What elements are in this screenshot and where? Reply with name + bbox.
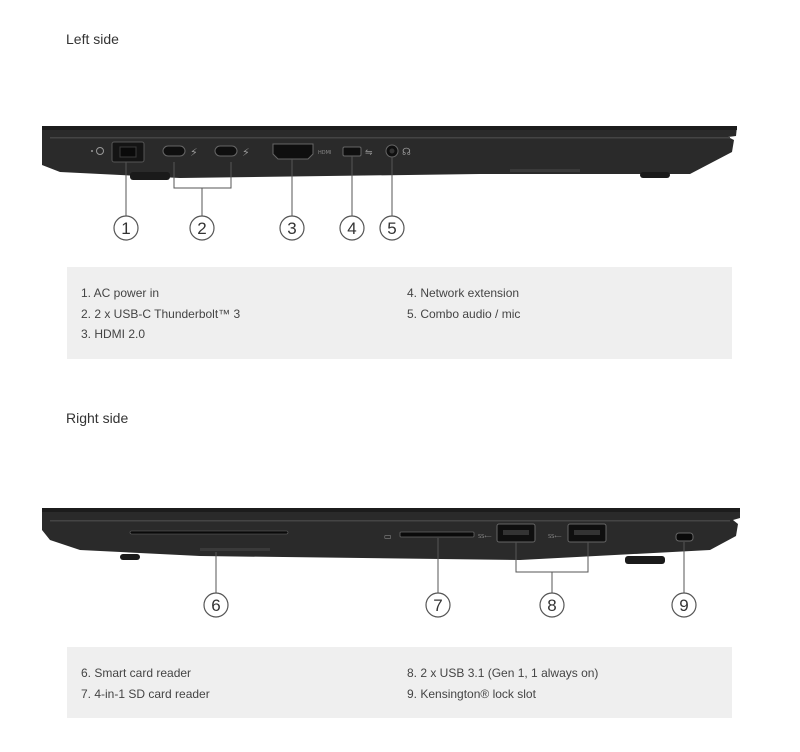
callout-5 xyxy=(380,216,404,240)
callout-4 xyxy=(340,216,364,240)
legend-column xyxy=(81,283,240,345)
legend-item: 4. Network extension xyxy=(407,286,520,300)
legend-column xyxy=(407,283,520,324)
legend-item: 6. Smart card reader xyxy=(81,666,192,680)
svg-text:2: 2 xyxy=(197,219,207,238)
svg-text:4: 4 xyxy=(347,219,357,238)
hdmi-port xyxy=(273,144,313,159)
svg-text:5: 5 xyxy=(387,219,397,238)
thunderbolt-icon: ⚡ xyxy=(190,146,198,159)
callout-2 xyxy=(190,216,214,240)
right-side-diagram xyxy=(0,490,800,630)
left-side-title: Left side xyxy=(66,31,119,47)
callout-3 xyxy=(280,216,304,240)
callout-6 xyxy=(204,593,228,617)
thunderbolt-icon: ⚡ xyxy=(242,146,250,159)
svg-text:7: 7 xyxy=(433,596,443,615)
legend-column xyxy=(407,663,598,704)
usb-icon: SS⟵ xyxy=(548,534,562,540)
smart-card-slot xyxy=(130,531,288,534)
headset-icon: ☊ xyxy=(402,147,411,158)
svg-text:6: 6 xyxy=(211,596,221,615)
legend-column xyxy=(81,663,210,704)
network-icon: ⇋ xyxy=(365,148,373,158)
sd-card-slot xyxy=(400,532,474,537)
svg-text:1: 1 xyxy=(121,219,131,238)
usb-c-port-1 xyxy=(163,146,185,156)
legend-item: 5. Combo audio / mic xyxy=(407,306,521,321)
callout-8 xyxy=(540,593,564,617)
lock-icon xyxy=(676,533,693,541)
legend-item: 1. AC power in xyxy=(81,286,160,300)
usb-c-port-2 xyxy=(215,146,237,156)
svg-text:3: 3 xyxy=(287,219,297,238)
legend-item: 9. Kensington® lock slot xyxy=(407,686,536,701)
callout-7 xyxy=(426,593,450,617)
callout-9 xyxy=(672,593,696,617)
legend-item: 7. 4-in-1 SD card reader xyxy=(81,686,210,701)
network-extension-port xyxy=(343,147,361,156)
left-side-legend xyxy=(67,267,732,359)
right-side-legend xyxy=(67,647,732,718)
hdmi-label: HDMI xyxy=(318,150,332,156)
right-side-title: Right side xyxy=(66,410,129,426)
callout-1 xyxy=(114,216,138,240)
legend-item: 2. 2 x USB-C Thunderbolt™ 3 xyxy=(81,306,241,321)
legend-item: 8. 2 x USB 3.1 (Gen 1, 1 always on) xyxy=(407,666,599,680)
svg-text:9: 9 xyxy=(679,596,689,615)
svg-text:8: 8 xyxy=(547,596,557,615)
sd-card-icon: ▭ xyxy=(384,532,392,541)
left-side-diagram xyxy=(0,110,800,250)
legend-item: 3. HDMI 2.0 xyxy=(81,327,146,341)
usb-icon: SS⟵ xyxy=(478,534,492,540)
